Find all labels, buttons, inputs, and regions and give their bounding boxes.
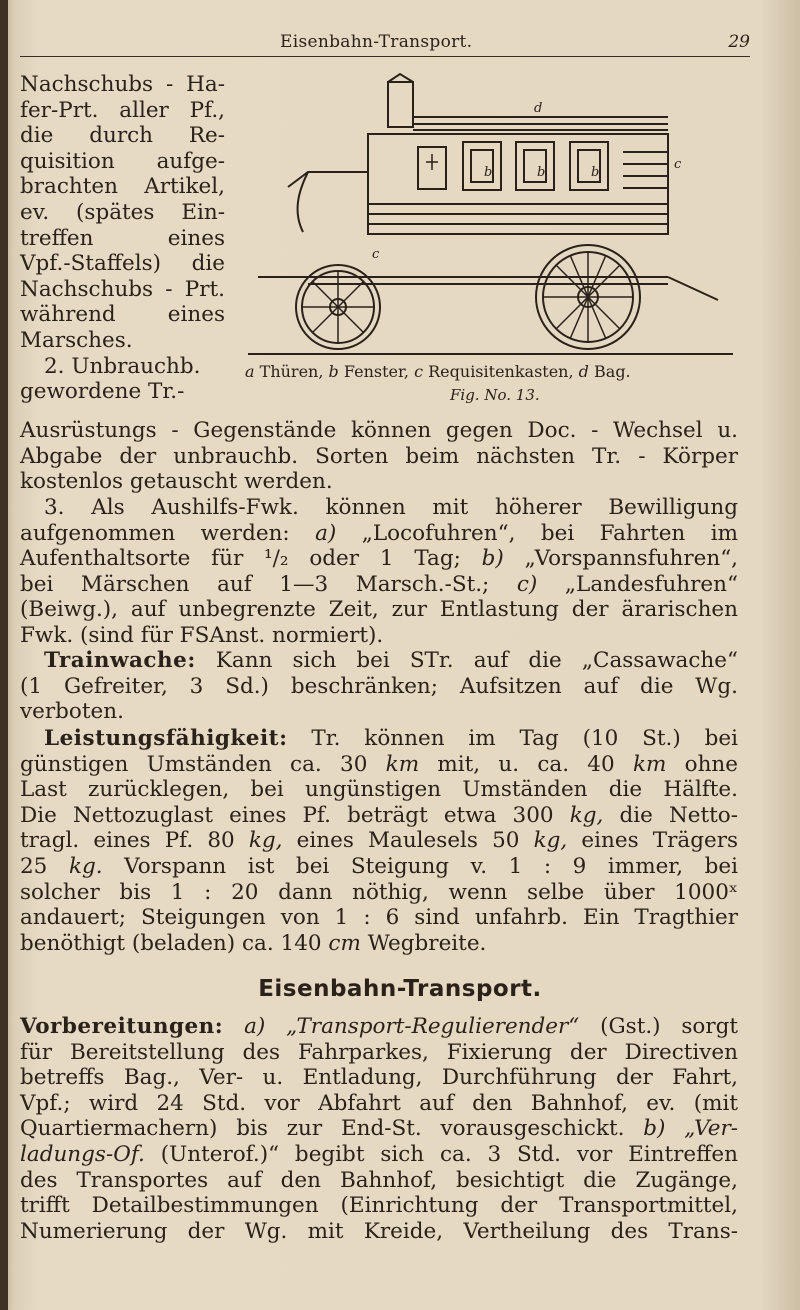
sidebar-line: quisition aufge- xyxy=(20,148,225,174)
sidebar-line: gewordene Tr.- xyxy=(20,379,185,405)
text-line: für Bereitstellung des Fahrparkes, Fixierung der Directiven xyxy=(20,1039,738,1065)
sidebar-text xyxy=(20,72,225,405)
header-rule xyxy=(20,56,750,57)
text-line: verboten. xyxy=(20,699,124,725)
text-line: Die Nettozuglast eines Pf. beträgt etwa 300 kg, die Netto- xyxy=(20,802,738,828)
paragraph-aushilfs-fwk xyxy=(20,495,738,649)
text-line: (Beiwg.), auf unbegrenzte Zeit, zur Entlastung der ärarischen xyxy=(20,597,738,623)
text-line: Ausrüstungs - Gegenstände können gegen Doc. - Wechsel u. xyxy=(20,418,738,443)
text-line: des Transportes auf den Bahnhof, besichtigt die Zugänge, xyxy=(20,1167,738,1193)
section-heading: Eisenbahn-Transport. xyxy=(258,976,542,1002)
sidebar-line: brachten Artikel, xyxy=(20,174,225,200)
text-line: solcher bis 1 : 20 dann nöthig, wenn selbe über 1000ˣ xyxy=(20,879,738,905)
caption-text: Bag. xyxy=(594,362,631,381)
paragraph-leistungsfaehigkeit xyxy=(20,726,738,956)
paragraph-vorbereitungen xyxy=(20,1014,738,1244)
text-line: kostenlos getauscht werden. xyxy=(20,469,333,495)
running-head: Eisenbahn-Transport. xyxy=(280,32,473,52)
wagon-engraving xyxy=(248,72,738,372)
text-line: Abgabe der unbrauchb. Sorten beim nächsten Tr. - Körper xyxy=(20,443,738,469)
sidebar-line: die durch Re- xyxy=(20,123,225,149)
sidebar-line: Vpf.-Staffels) die xyxy=(20,251,225,277)
text-line: Last zurücklegen, bei ungünstigen Umständen die Hälfte. xyxy=(20,777,738,803)
text-line: betreffs Bag., Ver- u. Entladung, Durchführung der Fahrt, xyxy=(20,1065,738,1091)
figure-label-c: c xyxy=(674,157,682,172)
text-line: andauert; Steigungen von 1 : 6 sind unfahrb. Ein Tragthier xyxy=(20,905,738,931)
book-binding-edge xyxy=(0,0,8,1310)
figure-label-d: d xyxy=(534,101,543,116)
sidebar-line: Nachschubs - Prt. xyxy=(20,276,225,302)
text-line: Vorbereitungen: a) „Transport-Regulierender“ (Gst.) sorgt xyxy=(20,1014,739,1039)
text-line: 3. Als Aushilfs-Fwk. können mit höherer Bewilligung xyxy=(44,495,738,520)
wagon-illustration xyxy=(248,72,738,372)
text-line: ladungs-Of. (Unterof.)“ begibt sich ca. 3 Std. vor Eintreffen xyxy=(20,1141,738,1167)
sidebar-line: treffen eines xyxy=(20,225,225,251)
figure-number: Fig. No. 13. xyxy=(450,386,540,404)
sidebar-line: fer-Prt. aller Pf., xyxy=(20,97,225,123)
text-line: Trainwache: Kann sich bei STr. auf die „Cassawache“ xyxy=(44,648,738,673)
text-line: (1 Gefreiter, 3 Sd.) beschränken; Aufsitzen auf die Wg. xyxy=(20,673,738,699)
text-line: Quartiermachern) bis zur End-St. vorausgeschickt. b) „Ver- xyxy=(20,1116,738,1142)
text-line: trifft Detailbestimmungen (Einrichtung der Transportmittel, xyxy=(20,1193,738,1219)
sidebar-line: 2. Unbrauchb. xyxy=(44,353,201,379)
text-line: Leistungsfähigkeit: Tr. können im Tag (10 St.) bei xyxy=(44,726,738,751)
page-number: 29 xyxy=(728,32,750,52)
run-in-heading: Leistungsfähigkeit: xyxy=(44,726,288,751)
text-line: günstigen Umständen ca. 30 km mit, u. ca. 40 km ohne xyxy=(20,751,739,777)
text-line: aufgenommen werden: a) „Locofuhren“, bei Fahrten im xyxy=(20,520,738,546)
caption-key: d xyxy=(578,362,589,381)
text-line: 25 kg. Vorspann ist bei Steigung v. 1 : 9 immer, bei xyxy=(20,853,738,879)
text-line: Fwk. (sind für FSAnst. normiert). xyxy=(20,622,384,648)
text-line: tragl. eines Pf. 80 kg, eines Maulesels 50 kg, eines Trägers xyxy=(20,828,739,854)
caption-key: a xyxy=(245,362,255,381)
sidebar-line: ev. (spätes Ein- xyxy=(20,199,225,225)
sidebar-line: Marsches. xyxy=(20,327,133,353)
caption-text: Requisitenkasten, xyxy=(428,362,574,381)
caption-key: c xyxy=(414,362,424,381)
paragraph-trainwache xyxy=(20,648,738,725)
paragraph-ausruestung xyxy=(20,418,738,495)
page-header xyxy=(20,30,750,58)
run-in-heading: Vorbereitungen: xyxy=(20,1014,224,1039)
figure-label-c: c xyxy=(372,247,380,262)
figure-label-b: b xyxy=(537,165,546,180)
figure-caption xyxy=(245,362,740,381)
caption-text: Thüren, xyxy=(259,362,324,381)
run-in-heading: Trainwache: xyxy=(44,648,196,673)
sidebar-line: während eines xyxy=(20,302,225,328)
text-line: Vpf.; wird 24 Std. vor Abfahrt auf den Bahnhof, ev. (mit xyxy=(20,1090,738,1116)
figure-label-b: b xyxy=(484,165,493,180)
sidebar-line: Nachschubs - Ha- xyxy=(20,72,225,97)
caption-key: b xyxy=(328,362,339,381)
text-line: Aufenthaltsorte für ¹/₂ oder 1 Tag; b) „Vorspannsfuhren“, xyxy=(20,546,739,572)
figure-label-b: b xyxy=(591,165,600,180)
text-line: Numerierung der Wg. mit Kreide, Vertheilung des Trans- xyxy=(20,1218,738,1244)
caption-text: Fenster, xyxy=(343,362,409,381)
text-line: benöthigt (beladen) ca. 140 cm Wegbreite. xyxy=(20,930,487,956)
text-line: bei Märschen auf 1—3 Marsch.-St.; c) „Landesfuhren“ xyxy=(20,571,738,597)
